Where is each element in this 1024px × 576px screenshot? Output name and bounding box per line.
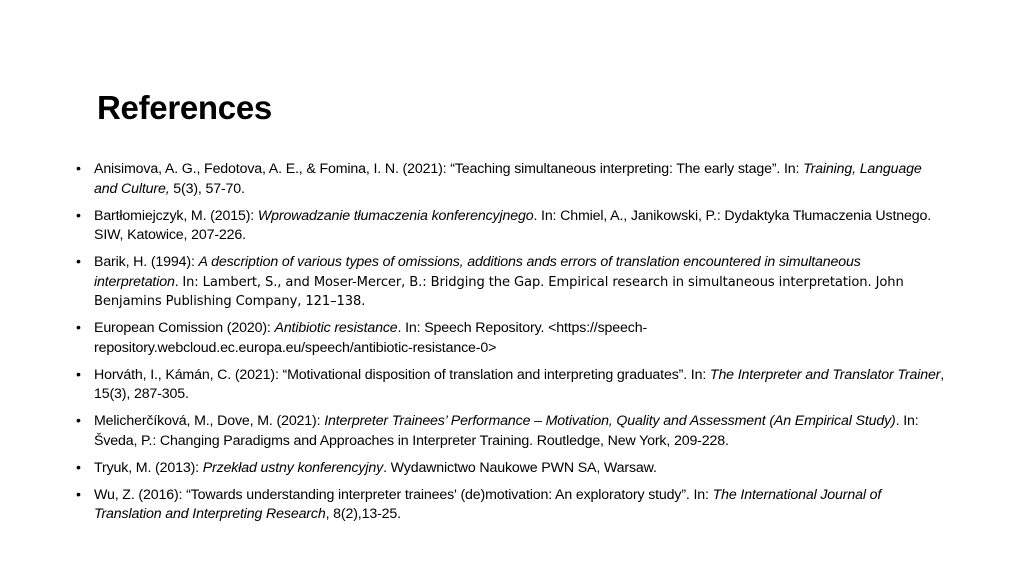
bullet: • <box>76 207 81 224</box>
reference-text-alt-font: In: Lambert, S., and Moser-Mercer, B.: Bridging the Gap. Empirical research in simultaneous interpretation. John Benjamins Publishing Company, 121–138. <box>94 274 904 309</box>
reference-text: , 8(2),13-25. <box>325 506 401 522</box>
bullet: • <box>76 254 81 270</box>
reference-text: European Comission (2020): <box>94 320 275 336</box>
reference-text: , 15(3), 287-305. <box>94 366 945 402</box>
reference-text: Tryuk, M. (2013): <box>94 459 203 476</box>
reference-italic-text: The Interpreter and Translator Trainer <box>709 366 941 383</box>
bullet: • <box>76 161 81 177</box>
reference-item-barik <box>76 253 946 312</box>
slide-title: References <box>97 89 272 126</box>
reference-item-melichercikova <box>76 412 946 451</box>
reference-item-horvath <box>76 366 946 405</box>
reference-item-european-comission <box>76 319 946 358</box>
reference-italic-text: The International Journal of Translation and Interpreting Research <box>94 486 882 522</box>
reference-text: Horváth, I., Kámán, C. (2021): “Motivational disposition of translation and interpreting graduates”. In: <box>94 366 710 383</box>
bullet: • <box>76 459 81 476</box>
reference-item-bartlomiejczyk <box>76 207 946 246</box>
reference-text: Anisimova, A. G., Fedotova, A. E., & Fomina, I. N. (2021): “Teaching simultaneous interpreting: The early stage”. In: <box>94 161 804 177</box>
reference-item-tryuk <box>76 459 946 479</box>
bullet: • <box>76 413 81 429</box>
reference-text: . In: Chmiel, A., Janikowski, P.: Dydaktyka Tłumaczenia Ustnego. SIW, Katowice, 207-226. <box>94 207 931 243</box>
reference-italic-text: Interpreter Trainees’ Performance – Motivation, Quality and Assessment (An Empirical Study) <box>324 413 896 429</box>
reference-text: Wu, Z. (2016): “Towards understanding interpreter trainees' (de)motivation: An exploratory study”. In: <box>94 486 713 503</box>
references-list <box>76 160 946 532</box>
reference-text: . In: Šveda, P.: Changing Paradigms and Approaches in Interpreter Training. Routledge, New York, 209-228. <box>94 413 919 449</box>
bullet: • <box>76 366 81 383</box>
bullet: • <box>76 320 81 336</box>
reference-text: Bartłomiejczyk, M. (2015): <box>94 207 258 224</box>
reference-text: 5(3), 57-70. <box>169 180 245 197</box>
reference-italic-text: Przekład ustny konferencyjny <box>202 459 384 476</box>
reference-item-wu <box>76 486 946 525</box>
reference-text: . In: Speech Repository. <https://speech-repository.webcloud.ec.europa.eu/speech/antibiotic-resistance-0> <box>94 320 648 356</box>
reference-italic-text: Training, Language and Culture, <box>94 161 922 197</box>
bullet: • <box>76 486 81 503</box>
reference-text: Melicherčíková, M., Dove, M. (2021): <box>94 413 325 429</box>
reference-text: . Wydawnictwo Naukowe PWN SA, Warsaw. <box>383 459 657 476</box>
reference-italic-text: Antibiotic resistance <box>274 320 398 336</box>
reference-italic-text: A description of various types of omissions, additions ands errors of translation encountered in simultaneous interpretation <box>94 254 861 290</box>
reference-item-anisimova <box>76 160 946 199</box>
reference-text: Barik, H. (1994): <box>94 254 199 270</box>
reference-text: . <box>174 273 183 290</box>
reference-italic-text: Wprowadzanie tłumaczenia konferencyjnego <box>257 207 534 224</box>
